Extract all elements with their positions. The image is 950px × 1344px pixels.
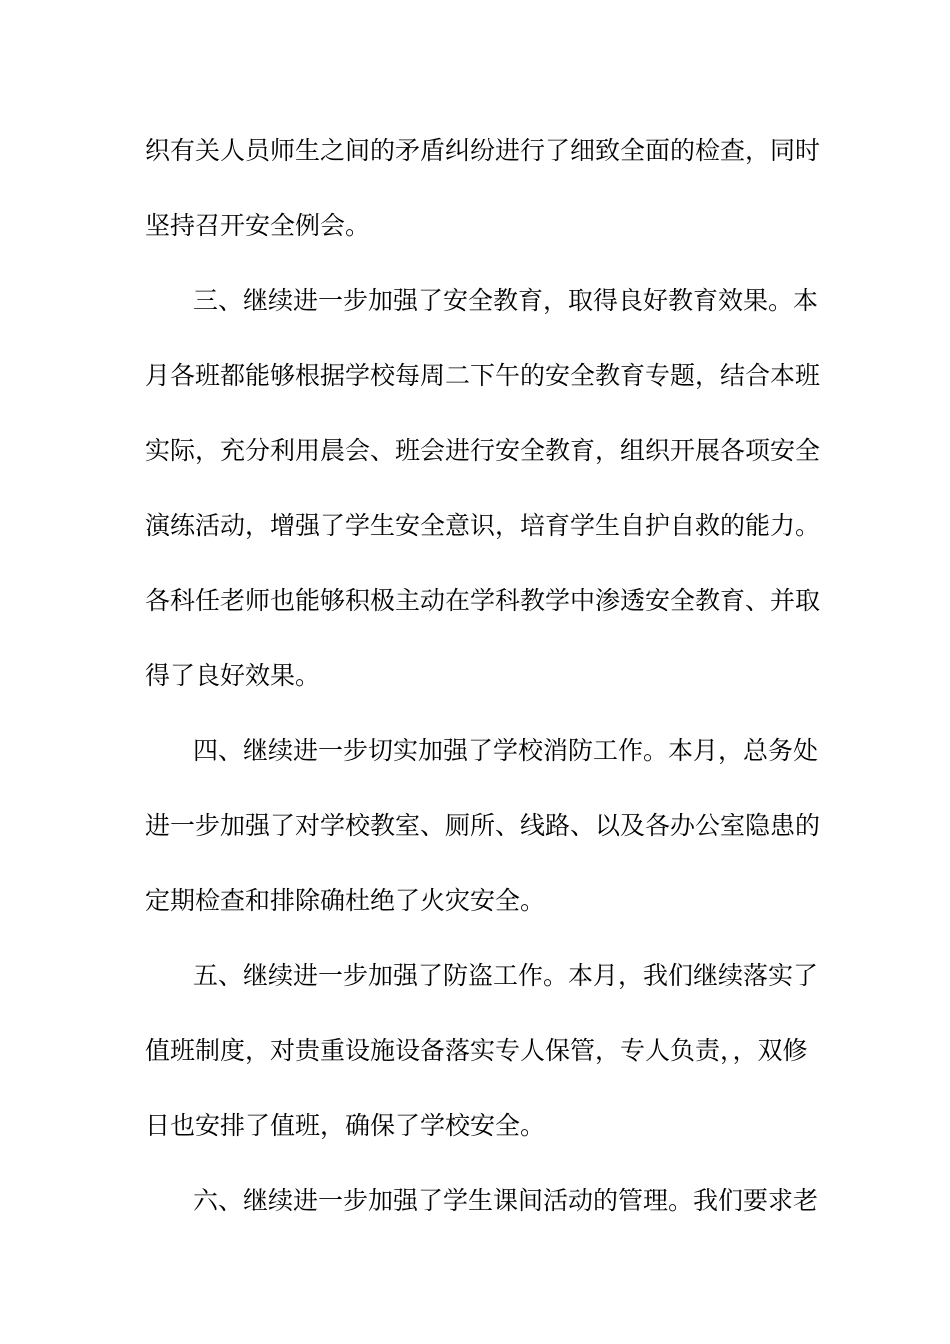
text-line: 定期检查和排除确杜绝了火灾安全。 xyxy=(145,886,546,915)
text-line: 各科任老师也能够积极主动在学科教学中渗透安全教育、并取 xyxy=(145,586,821,615)
text-line: 织有关人员师生之间的矛盾纠纷进行了细致全面的检查，同时 xyxy=(145,136,821,165)
paragraph-start-line: 五、继续进一步加强了防盗工作。本月，我们继续落实了 xyxy=(193,961,819,990)
text-line: 值班制度，对贵重设施设备落实专人保管，专人负责，，双修 xyxy=(145,1036,808,1065)
text-line: 日也安排了值班，确保了学校安全。 xyxy=(145,1111,546,1140)
text-line: 实际，充分利用晨会、班会进行安全教育，组织开展各项安全 xyxy=(145,436,821,465)
paragraph-start-line: 六、继续进一步加强了学生课间活动的管理。我们要求老 xyxy=(193,1186,819,1215)
text-line: 坚持召开安全例会。 xyxy=(145,211,371,240)
paragraph-start-line: 三、继续进一步加强了安全教育，取得良好教育效果。本 xyxy=(193,286,819,315)
paragraph-start-line: 四、继续进一步切实加强了学校消防工作。本月，总务处 xyxy=(193,736,819,765)
text-line: 月各班都能够根据学校每周二下午的安全教育专题，结合本班 xyxy=(145,361,821,390)
text-line: 进一步加强了对学校教室、厕所、线路、以及各办公室隐患的 xyxy=(145,811,821,840)
text-line: 得了良好效果。 xyxy=(145,661,321,690)
document-body xyxy=(145,126,821,1251)
text-line: 演练活动，增强了学生安全意识，培育学生自护自救的能力。 xyxy=(145,511,821,540)
